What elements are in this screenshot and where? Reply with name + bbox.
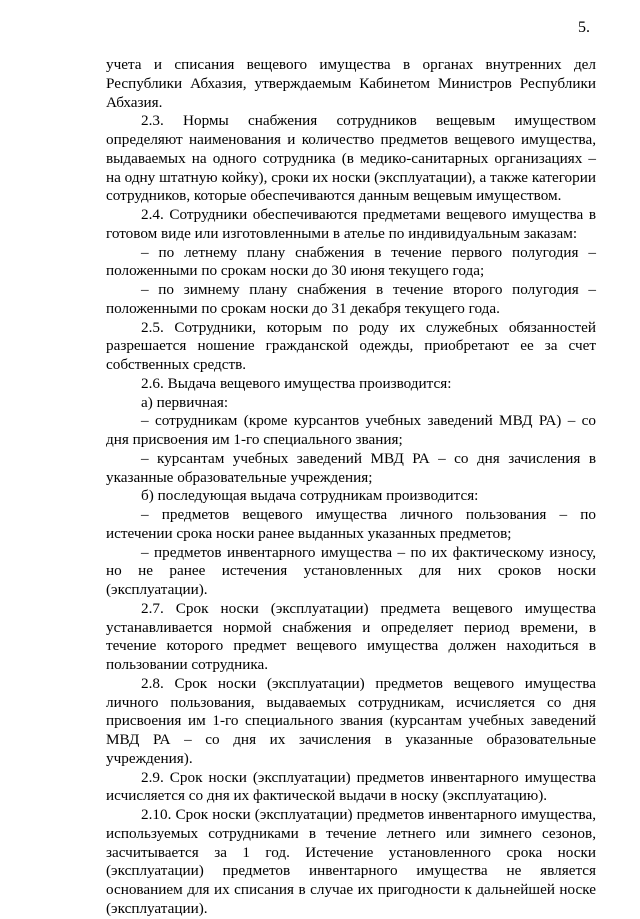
page-number: 5. [578,19,590,36]
document-body [106,56,596,919]
list-item-staff: – сотрудникам (кроме курсантов учебных заведений МВД РА) – со дня присвоения им 1-го специального звания; [106,412,596,448]
paragraph-2-10: 2.10. Срок носки (эксплуатации) предметов инвентарного имущества, используемых сотрудниками в течение летнего или зимнего сезонов, засчитывается за 1 год. Истечение установленного срока носки (эксплуатации) предметов инвентарного имущества не является основанием для их списания в случае их пригодности к дальнейшей носке (эксплуатации). [106,806,596,917]
paragraph-2-8: 2.8. Срок носки (эксплуатации) предметов вещевого имущества личного пользования, выдаваемых сотрудникам, исчисляется со дня присвоения им 1-го специального звания (курсантам учебных заведений МВД РА – со дня их зачисления в указанные образовательные учреждения). [106,674,596,767]
paragraph-2-3: 2.3. Нормы снабжения сотрудников вещевым имуществом определяют наименования и количество предметов вещевого имущества, выдаваемых на одного сотрудника (в медико-санитарных организациях – на одну штатную койку), сроки их носки (эксплуатации), а также категории сотрудников, которые обеспечиваются данным вещевым имуществом. [106,112,596,205]
paragraph-2-6: 2.6. Выдача вещевого имущества производится: [141,374,452,392]
subheading-subsequent-issue: б) последующая выдача сотрудникам производится: [141,487,479,505]
paragraph-2-5: 2.5. Сотрудники, которым по роду их служебных обязанностей разрешается ношение гражданской одежды, приобретают ее за счет собственных средств. [106,318,596,373]
paragraph-2-9: 2.9. Срок носки (эксплуатации) предметов инвентарного имущества исчисляется со дня их фактической выдачи в носку (эксплуатацию). [106,768,596,805]
paragraph-2-4: 2.4. Сотрудники обеспечиваются предметами вещевого имущества в готовом виде или изготовленными в ателье по индивидуальным заказам: [106,206,596,242]
list-item-winter-plan: – по зимнему плану снабжения в течение второго полугодия – положенными по срокам носки до 31 декабря текущего года. [106,281,596,317]
paragraph-continuation: учета и списания вещевого имущества в органах внутренних дел Республики Абхазия, утверждаемым Кабинетом Министров Республики Абхазия. [106,56,596,111]
list-item-inventory-items: – предметов инвентарного имущества – по их фактическому износу, но не ранее истечения установленных для них сроков носки (эксплуатации). [106,543,596,598]
list-item-personal-items: – предметов вещевого имущества личного пользования – по истечении срока носки ранее выданных указанных предметов; [106,506,596,542]
subheading-primary-issue: а) первичная: [141,393,229,411]
list-item-summer-plan: – по летнему плану снабжения в течение первого полугодия – положенными по срокам носки до 30 июня текущего года; [106,243,596,280]
list-item-cadets: – курсантам учебных заведений МВД РА – со дня зачисления в указанные образовательные учреждения; [106,449,596,486]
paragraph-2-7: 2.7. Срок носки (эксплуатации) предмета вещевого имущества устанавливается нормой снабжения и определяет период времени, в течение которого предмет вещевого имущества должен находиться в пользовании сотрудника. [106,599,596,673]
